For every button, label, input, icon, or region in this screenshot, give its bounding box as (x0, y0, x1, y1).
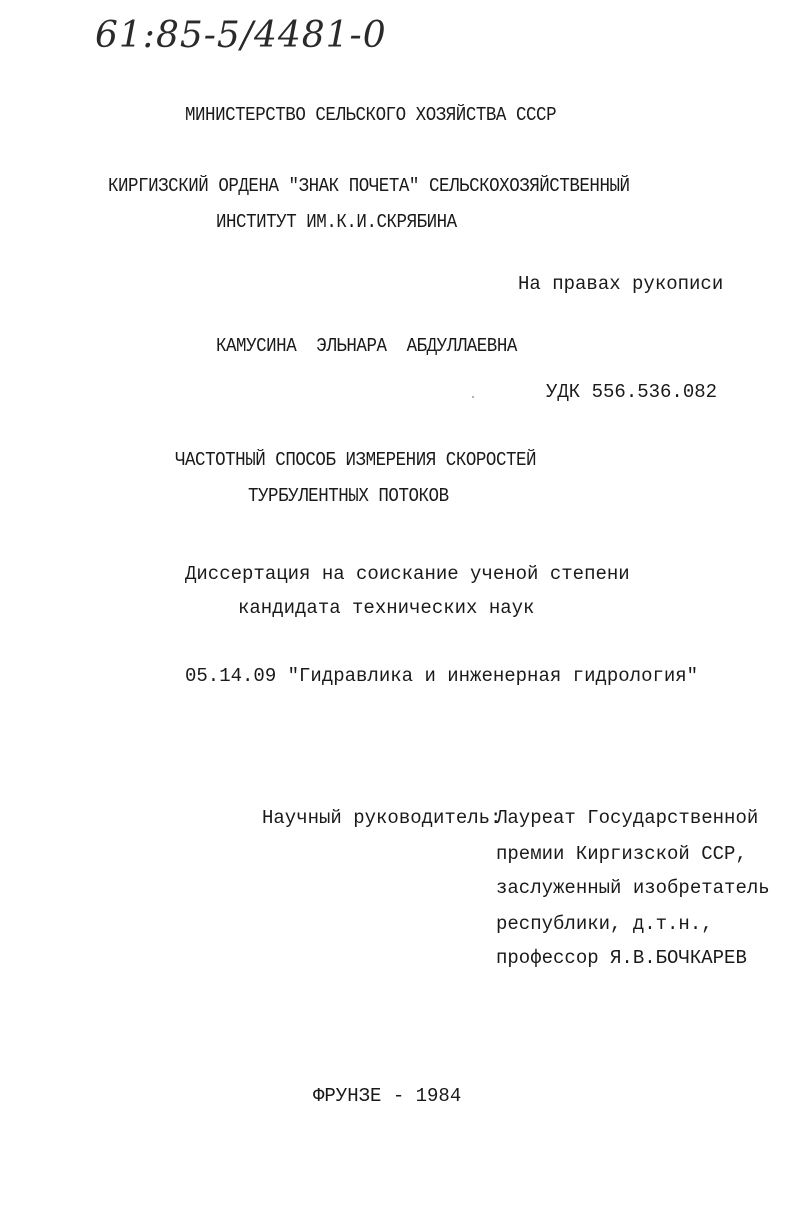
institute-line-2: ИНСТИТУТ ИМ.К.И.СКРЯБИНА (216, 211, 457, 233)
thesis-title-line-2: ТУРБУЛЕНТНЫХ ПОТОКОВ (248, 485, 449, 507)
author-name: КАМУСИНА ЭЛЬНАРА АБДУЛЛАЕВНА (216, 335, 517, 357)
institute-line-1: КИРГИЗСКИЙ ОРДЕНА "ЗНАК ПОЧЕТА" СЕЛЬСКОХОЗЯЙСТВЕННЫЙ (108, 175, 630, 197)
udc-code: УДК 556.536.082 (546, 381, 718, 403)
manuscript-note: На правах рукописи (518, 273, 724, 295)
specialty-code: 05.14.09 "Гидравлика и инженерная гидрология" (185, 665, 699, 687)
supervisor-line-3: заслуженный изобретатель (496, 877, 770, 899)
supervisor-line-5: профессор Я.В.БОЧКАРЕВ (496, 947, 747, 969)
ministry-heading: МИНИСТЕРСТВО СЕЛЬСКОГО ХОЗЯЙСТВА СССР (185, 104, 557, 126)
supervisor-label: Научный руководитель: (262, 807, 502, 829)
scan-speck (472, 396, 474, 398)
supervisor-line-1: Лауреат Государственной (496, 807, 759, 829)
thesis-title-line-1: ЧАСТОТНЫЙ СПОСОБ ИЗМЕРЕНИЯ СКОРОСТЕЙ (175, 449, 537, 471)
degree-line-1: Диссертация на соискание ученой степени (185, 563, 630, 585)
place-and-year: ФРУНЗЕ - 1984 (313, 1085, 462, 1107)
supervisor-line-2: премии Киргизской ССР, (496, 843, 747, 865)
supervisor-line-4: республики, д.т.н., (496, 913, 713, 935)
degree-line-2: кандидата технических наук (238, 597, 535, 619)
archive-code-handwritten: 61:85-5/4481-0 (95, 15, 387, 56)
